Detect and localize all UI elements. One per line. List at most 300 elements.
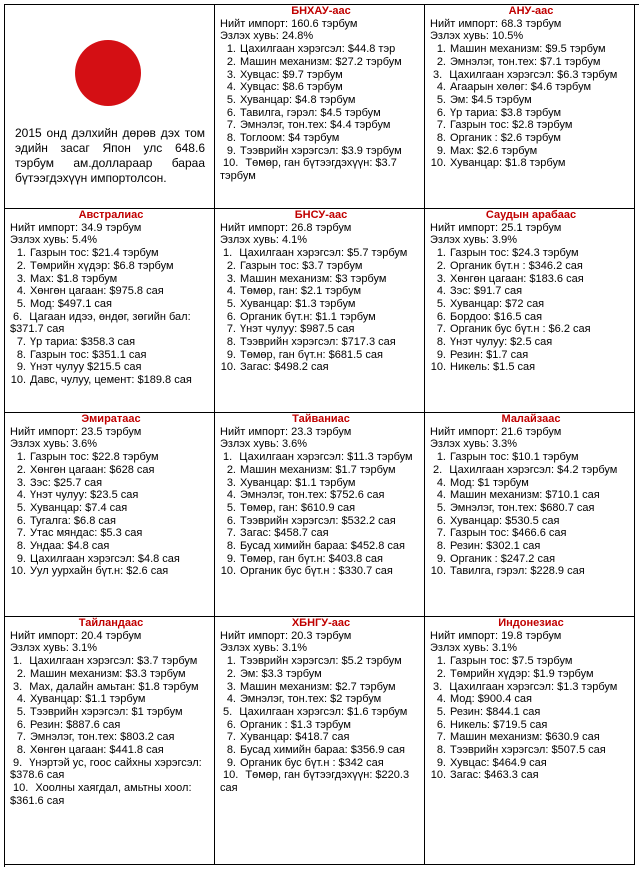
item-text: Тээврийн хэрэгсэл: $717.3 сая [240,336,396,349]
item-number: 10. [430,769,446,782]
list-item [430,477,632,490]
country-cell [215,617,425,865]
item-number: 2. [436,667,446,680]
item-text: Никель: $1.5 сая [450,361,536,374]
item-number: 9. [436,552,446,565]
item-text: Уул уурхайн бүт.н: $2.6 сая [30,565,169,578]
item-text: Газрын тос: $466.6 сая [450,527,567,540]
item-number: 2. [436,259,446,272]
item-number: 1. [223,247,233,260]
item-text: Төмөр, ган бүт.н: $403.8 сая [240,552,383,565]
list-item [220,757,422,770]
item-text: Газрын тос: $351.1 сая [30,348,147,361]
item-text: Ундаа: $4.8 сая [30,540,110,553]
import-share: Эзлэх хувь: 3.9% [430,234,518,247]
item-text: Цахилгаан хэрэгсэл: $4.2 тэрбум [449,463,618,476]
list-item [220,565,422,578]
item-number: 1. [223,451,233,464]
list-item [220,706,422,719]
item-text: Эмнэлэг, тон.тех: $2 тэрбум [240,693,382,706]
item-number: 3. [433,680,443,693]
item-number: 10. [430,565,446,578]
item-number: 5. [436,705,446,718]
country-cell [425,5,635,209]
item-text: Эмнэлэг, тон.тех: $752.6 сая [240,489,385,502]
list-item [10,527,212,540]
item-text: Зэс: $25.7 сая [30,476,103,489]
item-text: Хуванцар: $4.8 тэрбум [240,93,356,106]
item-text: Тээврийн хэрэгсэл: $1 тэрбум [30,705,183,718]
item-number: 3. [16,476,26,489]
item-text: Эмнэлэг, тон.тех: $803.2 сая [30,731,175,744]
item-text: Органик бус бүт.н : $342 сая [240,756,384,769]
list-item [430,349,632,362]
item-text: Цахилгаан хэрэгсэл: $6.3 тэрбум [449,68,618,81]
list-item [220,285,422,298]
item-number: 7. [436,323,446,336]
item-number: 8. [226,132,236,145]
list-item [10,349,212,362]
list-item [220,553,422,566]
list-item [430,744,632,757]
item-number: 1. [436,451,446,464]
item-number: 1. [16,247,26,260]
item-number: 7. [436,119,446,132]
country-cell [215,5,425,209]
list-item [10,731,212,744]
item-number: 6. [16,718,26,731]
item-number: 8. [16,540,26,553]
item-text: Мод: $1 тэрбум [450,476,529,489]
list-item [430,107,632,120]
list-item [220,81,422,94]
item-text: Хуванцар: $1.1 тэрбум [30,693,146,706]
item-text: Үнэт чулуу: $987.5 сая [240,323,355,336]
list-item [10,515,212,528]
item-text: Газрын тос: $2.8 тэрбум [450,119,573,132]
item-number: 9. [226,348,236,361]
item-number: 3. [226,272,236,285]
item-text: Загас: $458.7 сая [240,527,329,540]
list-item [220,247,422,260]
list-item [430,260,632,273]
item-text: Машин механизм: $9.5 тэрбум [450,43,606,56]
item-text: Зэс: $91.7 сая [450,285,523,298]
import-share: Эзлэх хувь: 3.6% [220,438,308,451]
country-title: ХБНГУ-аас [291,617,351,629]
item-number: 6. [436,310,446,323]
import-table [4,4,639,867]
item-text: Үр тариа: $358.3 сая [30,336,136,349]
item-text: Тээврийн хэрэгсэл: $5.2 тэрбум [240,655,402,668]
item-number: 4. [226,489,236,502]
list-item [430,693,632,706]
item-text: Органик бүт.н: $1.1 тэрбум [240,310,376,323]
item-text: Төмөр, ган: $610.9 сая [240,501,356,514]
list-item [430,247,632,260]
item-text: Эмнэлэг, тон.тех: $7.1 тэрбум [450,55,601,68]
item-text: Цагаан идээ, өндөг, зөгийн бал: $371.7 сая [10,310,191,336]
list-item [10,464,212,477]
item-text: Тоглоом: $4 тэрбум [240,132,340,145]
item-number: 1. [436,655,446,668]
item-number: 8. [226,744,236,757]
item-number: 1. [436,43,446,56]
country-cell [5,413,215,617]
item-text: Агаарын хөлөг: $4.6 тэрбум [450,81,592,94]
list-item [430,565,632,578]
list-item [10,489,212,502]
item-text: Төмрийн хүдэр: $6.8 тэрбум [30,259,174,272]
item-text: Эмнэлэг, тон.тех: $680.7 сая [450,501,595,514]
total-import: Нийт импорт: 34.9 тэрбум [10,221,142,234]
item-text: Тээврийн хэрэгсэл: $3.9 тэрбум [240,144,402,157]
item-number: 4. [436,693,446,706]
list-item [430,527,632,540]
country-cell [425,209,635,413]
list-item [430,489,632,502]
item-text: Газрын тос: $10.1 тэрбум [450,451,579,464]
item-text: Тээврийн хэрэгсэл: $532.2 сая [240,514,396,527]
list-item [10,540,212,553]
item-text: Машин механизм: $27.2 тэрбум [240,55,402,68]
item-number: 7. [436,527,446,540]
item-text: Мод: $900.4 сая [450,693,532,706]
item-number: 8. [226,336,236,349]
list-item [430,502,632,515]
list-item [220,668,422,681]
item-text: Цахилгаан хэрэгсэл: $1.6 тэрбум [239,705,408,718]
country-title: Эмиратаас [81,413,141,425]
country-cell [215,209,425,413]
item-number: 7. [226,731,236,744]
import-share: Эзлэх хувь: 3.1% [430,642,518,655]
import-share: Эзлэх хувь: 5.4% [10,234,98,247]
item-number: 6. [226,310,236,323]
list-item [220,515,422,528]
total-import: Нийт импорт: 20.3 тэрбум [220,629,352,642]
item-text: Хоолны хаягдал, амьтны хоол: $361.6 сая [10,782,192,807]
item-text: Резин: $844.1 сая [450,705,541,718]
item-number: 9. [226,144,236,157]
item-number: 6. [226,718,236,731]
list-item [220,527,422,540]
list-item [10,668,212,681]
item-number: 2. [16,667,26,680]
list-item [220,298,422,311]
total-import: Нийт импорт: 25.1 тэрбум [430,221,562,234]
list-item [220,145,422,158]
list-item [220,361,422,374]
item-number: 4. [436,476,446,489]
item-number: 1. [13,655,23,668]
list-item [10,451,212,464]
item-number: 1. [16,451,26,464]
item-number: 10. [220,565,236,578]
item-text: Хөнгөн цагаан: $628 сая [30,463,155,476]
item-text: Үнэт чулуу: $2.5 сая [450,336,553,349]
list-item [430,94,632,107]
item-text: Хувцас: $464.9 сая [450,756,547,769]
item-number: 7. [16,336,26,349]
item-number: 4. [226,81,236,94]
list-item [10,298,212,311]
list-item [220,311,422,324]
item-number: 3. [13,680,23,693]
item-number: 6. [16,514,26,527]
item-number: 5. [226,501,236,514]
item-text: Эмнэлэг, тон.тех: $4.4 тэрбум [240,119,391,132]
list-item [430,361,632,374]
total-import: Нийт импорт: 20.4 тэрбум [10,629,142,642]
item-number: 4. [436,285,446,298]
item-number: 1. [226,43,236,56]
item-text: Органик бус бүт.н : $6.2 сая [450,323,591,336]
item-number: 5. [436,297,446,310]
item-text: Загас: $498.2 сая [240,361,329,374]
item-number: 9. [436,144,446,157]
item-text: Мах, далайн амьтан: $1.8 тэрбум [29,680,199,693]
item-number: 8. [436,744,446,757]
item-text: Бусад химийн бараа: $452.8 сая [240,540,405,553]
item-text: Эм: $3.3 тэрбум [240,667,322,680]
list-item [220,681,422,694]
item-number: 10. [430,157,446,170]
item-number: 3. [16,272,26,285]
item-number: 9. [226,756,236,769]
item-text: Хуванцар: $1.3 тэрбум [240,297,356,310]
item-number: 2. [16,259,26,272]
item-text: Хөнгөн цагаан: $441.8 сая [30,744,164,757]
item-text: Машин механизм: $3.3 тэрбум [30,667,186,680]
item-text: Хуванцар: $1.1 тэрбум [240,476,356,489]
list-item [430,157,632,170]
item-number: 2. [226,667,236,680]
list-item [430,655,632,668]
list-item [430,681,632,694]
country-cell [215,413,425,617]
item-text: Резин: $1.7 сая [450,348,529,361]
item-text: Мах: $2.6 тэрбум [450,144,538,157]
item-text: Хуванцар: $530.5 сая [450,514,560,527]
total-import: Нийт импорт: 19.8 тэрбум [430,629,562,642]
item-number: 2. [433,463,443,476]
import-share: Эзлэх хувь: 10.5% [430,30,524,43]
list-item [430,731,632,744]
item-number: 10. [220,361,236,374]
item-number: 5. [16,705,26,718]
list-item [220,323,422,336]
list-item [10,374,212,387]
item-number: 1. [436,247,446,260]
item-number: 4. [436,489,446,502]
item-text: Төмөр, ган бүтээгдэхүүн: $3.7 тэрбум [220,157,397,183]
item-number: 5. [436,501,446,514]
item-text: Бордоо: $16.5 сая [450,310,543,323]
item-text: Органик : $2.6 тэрбум [450,132,561,145]
item-number: 4. [226,693,236,706]
list-item [10,361,212,374]
country-cell [5,209,215,413]
item-number: 1. [226,655,236,668]
item-text: Машин механизм: $1.7 тэрбум [240,463,396,476]
list-item [220,540,422,553]
list-item [220,69,422,82]
item-number: 2. [226,55,236,68]
item-number: 8. [436,540,446,553]
country-title: АНУ-аас [508,5,554,17]
item-number: 9. [436,756,446,769]
item-text: Органик бус бүт.н : $330.7 сая [240,565,393,578]
list-item [10,655,212,668]
item-text: Резин: $302.1 сая [450,540,541,553]
list-item [220,731,422,744]
list-item [220,56,422,69]
item-number: 10. [430,361,446,374]
item-number: 4. [16,489,26,502]
item-number: 3. [433,68,443,81]
list-item [220,502,422,515]
list-item [430,464,632,477]
list-item [10,681,212,694]
item-text: Тээврийн хэрэгсэл: $507.5 сая [450,744,606,757]
list-item [220,769,422,794]
list-item [430,298,632,311]
list-item [430,757,632,770]
list-item [10,285,212,298]
item-text: Газрын тос: $24.3 тэрбум [450,247,579,260]
item-text: Үр тариа: $3.8 тэрбум [450,106,562,119]
list-item [220,477,422,490]
list-item [10,553,212,566]
list-item [220,464,422,477]
item-number: 6. [226,106,236,119]
list-item [10,477,212,490]
total-import: Нийт импорт: 160.6 тэрбум [220,17,358,30]
import-share: Эзлэх хувь: 3.1% [10,642,98,655]
list-item [430,145,632,158]
list-item [430,706,632,719]
item-number: 7. [226,527,236,540]
item-number: 7. [436,731,446,744]
import-share: Эзлэх хувь: 24.8% [220,30,314,43]
item-text: Тугалга: $6.8 сая [30,514,116,527]
list-item [220,349,422,362]
list-item [10,757,212,782]
item-text: Үнэт чулуу: $23.5 сая [30,489,139,502]
item-text: Төмөр, ган бүт.н: $681.5 сая [240,348,383,361]
item-text: Газрын тос: $21.4 тэрбум [30,247,159,260]
country-title: Австралиас [78,209,144,221]
import-share: Эзлэх хувь: 3.6% [10,438,98,451]
item-text: Хувцас: $8.6 тэрбум [240,81,343,94]
list-item [430,323,632,336]
item-number: 5. [226,93,236,106]
item-number: 9. [16,552,26,565]
item-number: 10. [223,769,239,782]
item-text: Цахилгаан хэрэгсэл: $1.3 тэрбум [449,680,618,693]
country-title: БНСУ-аас [294,209,348,221]
item-text: Үнэртэй ус, гоос сайхны хэрэгсэл: $378.6 сая [10,756,202,782]
item-text: Газрын тос: $3.7 тэрбум [240,259,363,272]
list-item [10,502,212,515]
list-item [430,285,632,298]
item-number: 10. [223,157,239,170]
item-text: Эм: $4.5 тэрбум [450,93,532,106]
list-item [10,719,212,732]
item-number: 5. [16,297,26,310]
item-number: 5. [16,501,26,514]
item-text: Загас: $463.3 сая [450,769,539,782]
list-item [430,311,632,324]
item-number: 4. [226,285,236,298]
import-share: Эзлэх хувь: 4.1% [220,234,308,247]
item-number: 8. [226,540,236,553]
item-number: 4. [16,693,26,706]
country-title: Тайваниас [292,413,350,425]
item-number: 8. [16,744,26,757]
item-number: 7. [226,323,236,336]
list-item [220,94,422,107]
item-number: 2. [16,463,26,476]
list-item [430,43,632,56]
list-item [10,744,212,757]
list-item [220,273,422,286]
list-item [220,744,422,757]
item-text: Хөнгөн цагаан: $183.6 сая [450,272,584,285]
list-item [430,56,632,69]
item-text: Хуванцар: $7.4 сая [30,501,128,514]
item-text: Тавилга, гэрэл: $4.5 тэрбум [240,106,381,119]
list-item [430,515,632,528]
list-item [220,260,422,273]
list-item [10,706,212,719]
japan-flag-icon [75,40,141,106]
country-cell [425,617,635,865]
list-item [430,119,632,132]
item-number: 3. [226,476,236,489]
item-number: 9. [436,348,446,361]
item-number: 6. [436,718,446,731]
item-text: Никель: $719.5 сая [450,718,548,731]
item-text: Хуванцар: $1.8 тэрбум [450,157,566,170]
total-import: Нийт импорт: 21.6 тэрбум [430,425,562,438]
country-title: Индонезиас [498,617,564,629]
list-item [220,489,422,502]
item-text: Цахилгаан хэрэгсэл: $5.7 тэрбум [239,247,408,260]
item-text: Цахилгаан хэрэгсэл: $44.8 тэр [240,43,396,56]
item-number: 4. [16,285,26,298]
item-number: 3. [436,272,446,285]
item-number: 7. [16,731,26,744]
item-text: Бусад химийн бараа: $356.9 сая [240,744,405,757]
item-number: 9. [16,361,26,374]
list-item [220,119,422,132]
list-item [430,132,632,145]
country-cell [425,413,635,617]
list-item [10,565,212,578]
item-number: 6. [436,514,446,527]
list-item [10,247,212,260]
list-item [10,336,212,349]
list-item [10,311,212,336]
item-number: 10. [10,565,26,578]
list-item [220,655,422,668]
intro-cell [5,5,215,209]
item-number: 8. [16,348,26,361]
item-text: Цахилгаан хэрэгсэл: $4.8 сая [30,552,180,565]
item-number: 5. [223,705,233,718]
